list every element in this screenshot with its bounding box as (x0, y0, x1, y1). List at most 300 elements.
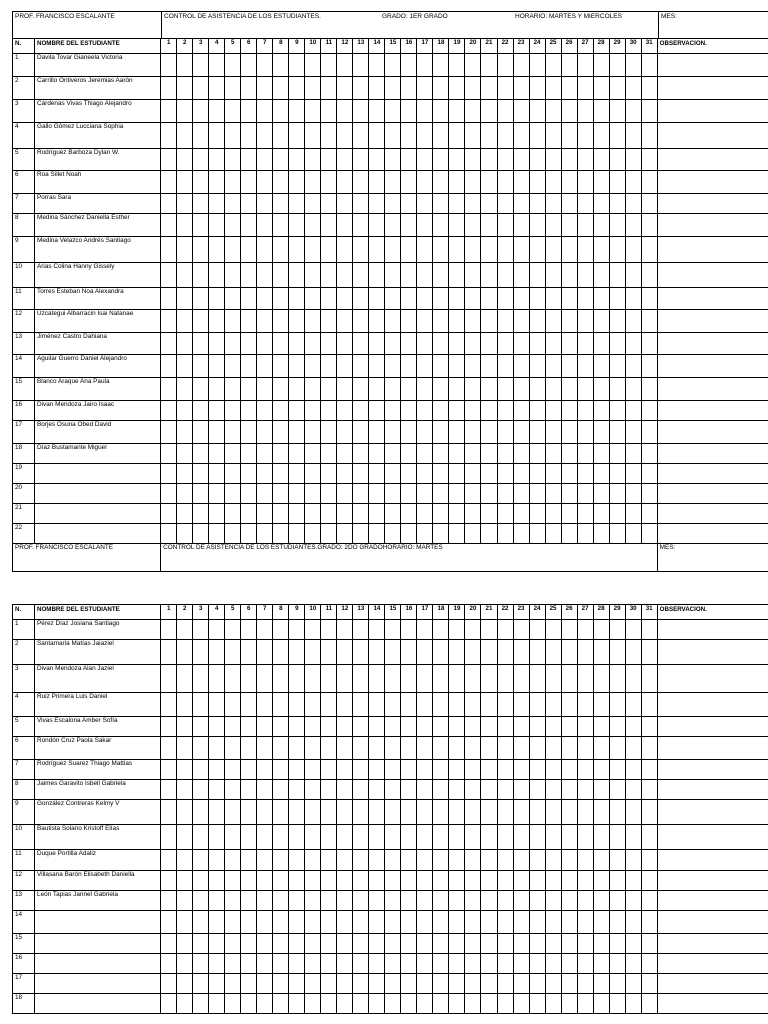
attendance-cell[interactable] (433, 737, 449, 760)
attendance-cell[interactable] (481, 620, 497, 640)
attendance-cell[interactable] (449, 717, 465, 737)
attendance-cell[interactable] (417, 54, 433, 77)
observation-cell[interactable] (657, 800, 768, 825)
attendance-cell[interactable] (401, 800, 417, 825)
attendance-cell[interactable] (625, 333, 641, 355)
attendance-cell[interactable] (561, 288, 577, 310)
attendance-cell[interactable] (577, 640, 593, 665)
attendance-cell[interactable] (353, 994, 369, 1014)
attendance-cell[interactable] (641, 123, 657, 149)
attendance-cell[interactable] (545, 378, 561, 401)
attendance-cell[interactable] (257, 665, 273, 693)
attendance-cell[interactable] (177, 444, 193, 464)
attendance-cell[interactable] (609, 911, 625, 934)
attendance-cell[interactable] (321, 800, 337, 825)
attendance-cell[interactable] (545, 149, 561, 171)
attendance-cell[interactable] (625, 954, 641, 974)
attendance-cell[interactable] (241, 310, 257, 333)
attendance-cell[interactable] (241, 665, 257, 693)
attendance-cell[interactable] (401, 693, 417, 717)
attendance-cell[interactable] (337, 693, 353, 717)
attendance-cell[interactable] (625, 994, 641, 1014)
attendance-cell[interactable] (625, 717, 641, 737)
attendance-cell[interactable] (321, 123, 337, 149)
attendance-cell[interactable] (433, 891, 449, 911)
attendance-cell[interactable] (433, 421, 449, 444)
observation-cell[interactable] (657, 401, 768, 421)
attendance-cell[interactable] (561, 504, 577, 524)
attendance-cell[interactable] (529, 640, 545, 665)
attendance-cell[interactable] (449, 263, 465, 288)
attendance-cell[interactable] (641, 100, 657, 123)
attendance-cell[interactable] (225, 333, 241, 355)
attendance-cell[interactable] (529, 954, 545, 974)
attendance-cell[interactable] (273, 149, 289, 171)
attendance-cell[interactable] (481, 355, 497, 378)
attendance-cell[interactable] (241, 760, 257, 780)
attendance-cell[interactable] (337, 421, 353, 444)
attendance-cell[interactable] (337, 504, 353, 524)
attendance-cell[interactable] (257, 524, 273, 544)
attendance-cell[interactable] (529, 355, 545, 378)
attendance-cell[interactable] (401, 263, 417, 288)
attendance-cell[interactable] (641, 911, 657, 934)
attendance-cell[interactable] (513, 171, 529, 194)
attendance-cell[interactable] (593, 717, 609, 737)
attendance-cell[interactable] (353, 194, 369, 214)
attendance-cell[interactable] (417, 123, 433, 149)
attendance-cell[interactable] (529, 717, 545, 737)
attendance-cell[interactable] (353, 464, 369, 484)
attendance-cell[interactable] (257, 214, 273, 237)
attendance-cell[interactable] (513, 620, 529, 640)
attendance-cell[interactable] (529, 620, 545, 640)
attendance-cell[interactable] (273, 100, 289, 123)
attendance-cell[interactable] (465, 524, 481, 544)
attendance-cell[interactable] (305, 214, 321, 237)
attendance-cell[interactable] (193, 77, 209, 100)
attendance-cell[interactable] (481, 401, 497, 421)
attendance-cell[interactable] (273, 171, 289, 194)
attendance-cell[interactable] (369, 401, 385, 421)
attendance-cell[interactable] (561, 100, 577, 123)
attendance-cell[interactable] (513, 149, 529, 171)
attendance-cell[interactable] (289, 444, 305, 464)
attendance-cell[interactable] (449, 237, 465, 263)
attendance-cell[interactable] (177, 693, 193, 717)
attendance-cell[interactable] (385, 994, 401, 1014)
attendance-cell[interactable] (481, 780, 497, 800)
attendance-cell[interactable] (177, 780, 193, 800)
attendance-cell[interactable] (321, 263, 337, 288)
attendance-cell[interactable] (193, 954, 209, 974)
attendance-cell[interactable] (257, 911, 273, 934)
attendance-cell[interactable] (225, 54, 241, 77)
attendance-cell[interactable] (561, 333, 577, 355)
attendance-cell[interactable] (385, 504, 401, 524)
attendance-cell[interactable] (193, 800, 209, 825)
attendance-cell[interactable] (593, 504, 609, 524)
observation-cell[interactable] (657, 693, 768, 717)
attendance-cell[interactable] (353, 288, 369, 310)
attendance-cell[interactable] (193, 401, 209, 421)
attendance-cell[interactable] (465, 800, 481, 825)
attendance-cell[interactable] (273, 194, 289, 214)
attendance-cell[interactable] (193, 717, 209, 737)
attendance-cell[interactable] (401, 444, 417, 464)
attendance-cell[interactable] (289, 737, 305, 760)
attendance-cell[interactable] (625, 850, 641, 871)
attendance-cell[interactable] (449, 911, 465, 934)
observation-cell[interactable] (657, 994, 768, 1014)
attendance-cell[interactable] (465, 100, 481, 123)
attendance-cell[interactable] (193, 850, 209, 871)
attendance-cell[interactable] (321, 665, 337, 693)
attendance-cell[interactable] (209, 504, 225, 524)
attendance-cell[interactable] (449, 640, 465, 665)
attendance-cell[interactable] (353, 640, 369, 665)
attendance-cell[interactable] (561, 524, 577, 544)
attendance-cell[interactable] (545, 620, 561, 640)
attendance-cell[interactable] (385, 665, 401, 693)
attendance-cell[interactable] (257, 421, 273, 444)
attendance-cell[interactable] (193, 871, 209, 891)
attendance-cell[interactable] (369, 640, 385, 665)
attendance-cell[interactable] (577, 871, 593, 891)
attendance-cell[interactable] (385, 421, 401, 444)
attendance-cell[interactable] (625, 54, 641, 77)
attendance-cell[interactable] (273, 974, 289, 994)
attendance-cell[interactable] (321, 149, 337, 171)
attendance-cell[interactable] (177, 464, 193, 484)
attendance-cell[interactable] (545, 54, 561, 77)
attendance-cell[interactable] (193, 171, 209, 194)
attendance-cell[interactable] (273, 504, 289, 524)
attendance-cell[interactable] (241, 123, 257, 149)
attendance-cell[interactable] (321, 911, 337, 934)
attendance-cell[interactable] (497, 378, 513, 401)
attendance-cell[interactable] (497, 994, 513, 1014)
attendance-cell[interactable] (273, 911, 289, 934)
attendance-cell[interactable] (593, 214, 609, 237)
attendance-cell[interactable] (305, 665, 321, 693)
attendance-cell[interactable] (321, 717, 337, 737)
attendance-cell[interactable] (193, 640, 209, 665)
attendance-cell[interactable] (641, 504, 657, 524)
attendance-cell[interactable] (305, 780, 321, 800)
attendance-cell[interactable] (497, 484, 513, 504)
attendance-cell[interactable] (625, 171, 641, 194)
attendance-cell[interactable] (161, 237, 177, 263)
attendance-cell[interactable] (225, 194, 241, 214)
attendance-cell[interactable] (609, 800, 625, 825)
attendance-cell[interactable] (465, 717, 481, 737)
attendance-cell[interactable] (273, 401, 289, 421)
attendance-cell[interactable] (625, 891, 641, 911)
attendance-cell[interactable] (593, 54, 609, 77)
attendance-cell[interactable] (593, 665, 609, 693)
attendance-cell[interactable] (561, 401, 577, 421)
attendance-cell[interactable] (465, 665, 481, 693)
attendance-cell[interactable] (545, 717, 561, 737)
attendance-cell[interactable] (497, 355, 513, 378)
attendance-cell[interactable] (609, 825, 625, 850)
attendance-cell[interactable] (545, 123, 561, 149)
attendance-cell[interactable] (497, 237, 513, 263)
attendance-cell[interactable] (305, 891, 321, 911)
attendance-cell[interactable] (369, 54, 385, 77)
attendance-cell[interactable] (417, 737, 433, 760)
attendance-cell[interactable] (257, 100, 273, 123)
attendance-cell[interactable] (545, 871, 561, 891)
attendance-cell[interactable] (161, 780, 177, 800)
attendance-cell[interactable] (497, 401, 513, 421)
attendance-cell[interactable] (449, 378, 465, 401)
attendance-cell[interactable] (241, 800, 257, 825)
attendance-cell[interactable] (337, 911, 353, 934)
attendance-cell[interactable] (177, 421, 193, 444)
attendance-cell[interactable] (289, 310, 305, 333)
attendance-cell[interactable] (593, 77, 609, 100)
attendance-cell[interactable] (401, 149, 417, 171)
attendance-cell[interactable] (577, 263, 593, 288)
attendance-cell[interactable] (209, 54, 225, 77)
attendance-cell[interactable] (257, 717, 273, 737)
attendance-cell[interactable] (177, 54, 193, 77)
attendance-cell[interactable] (561, 263, 577, 288)
attendance-cell[interactable] (641, 237, 657, 263)
attendance-cell[interactable] (449, 54, 465, 77)
attendance-cell[interactable] (465, 171, 481, 194)
attendance-cell[interactable] (625, 214, 641, 237)
attendance-cell[interactable] (241, 355, 257, 378)
attendance-cell[interactable] (577, 850, 593, 871)
observation-cell[interactable] (657, 54, 768, 77)
attendance-cell[interactable] (577, 800, 593, 825)
attendance-cell[interactable] (641, 524, 657, 544)
attendance-cell[interactable] (305, 524, 321, 544)
attendance-cell[interactable] (225, 401, 241, 421)
attendance-cell[interactable] (161, 464, 177, 484)
attendance-cell[interactable] (481, 100, 497, 123)
attendance-cell[interactable] (209, 800, 225, 825)
attendance-cell[interactable] (193, 149, 209, 171)
attendance-cell[interactable] (481, 911, 497, 934)
attendance-cell[interactable] (529, 994, 545, 1014)
attendance-cell[interactable] (369, 378, 385, 401)
attendance-cell[interactable] (497, 77, 513, 100)
attendance-cell[interactable] (337, 524, 353, 544)
attendance-cell[interactable] (609, 171, 625, 194)
attendance-cell[interactable] (209, 355, 225, 378)
attendance-cell[interactable] (273, 237, 289, 263)
attendance-cell[interactable] (385, 401, 401, 421)
attendance-cell[interactable] (561, 237, 577, 263)
attendance-cell[interactable] (577, 378, 593, 401)
observation-cell[interactable] (657, 760, 768, 780)
attendance-cell[interactable] (481, 737, 497, 760)
attendance-cell[interactable] (401, 760, 417, 780)
attendance-cell[interactable] (225, 421, 241, 444)
attendance-cell[interactable] (529, 934, 545, 954)
attendance-cell[interactable] (177, 288, 193, 310)
attendance-cell[interactable] (641, 194, 657, 214)
attendance-cell[interactable] (529, 850, 545, 871)
attendance-cell[interactable] (321, 288, 337, 310)
attendance-cell[interactable] (289, 717, 305, 737)
attendance-cell[interactable] (545, 444, 561, 464)
attendance-cell[interactable] (305, 934, 321, 954)
attendance-cell[interactable] (289, 524, 305, 544)
attendance-cell[interactable] (305, 693, 321, 717)
attendance-cell[interactable] (433, 288, 449, 310)
attendance-cell[interactable] (417, 825, 433, 850)
attendance-cell[interactable] (529, 693, 545, 717)
attendance-cell[interactable] (193, 974, 209, 994)
attendance-cell[interactable] (401, 171, 417, 194)
attendance-cell[interactable] (401, 77, 417, 100)
attendance-cell[interactable] (241, 171, 257, 194)
attendance-cell[interactable] (641, 780, 657, 800)
attendance-cell[interactable] (401, 378, 417, 401)
attendance-cell[interactable] (241, 737, 257, 760)
attendance-cell[interactable] (449, 954, 465, 974)
attendance-cell[interactable] (321, 444, 337, 464)
attendance-cell[interactable] (561, 54, 577, 77)
attendance-cell[interactable] (337, 760, 353, 780)
attendance-cell[interactable] (241, 149, 257, 171)
attendance-cell[interactable] (385, 717, 401, 737)
attendance-cell[interactable] (433, 760, 449, 780)
attendance-cell[interactable] (433, 214, 449, 237)
attendance-cell[interactable] (433, 871, 449, 891)
attendance-cell[interactable] (353, 171, 369, 194)
attendance-cell[interactable] (481, 149, 497, 171)
attendance-cell[interactable] (481, 850, 497, 871)
attendance-cell[interactable] (465, 911, 481, 934)
attendance-cell[interactable] (161, 911, 177, 934)
attendance-cell[interactable] (481, 717, 497, 737)
attendance-cell[interactable] (449, 524, 465, 544)
attendance-cell[interactable] (529, 54, 545, 77)
attendance-cell[interactable] (577, 484, 593, 504)
attendance-cell[interactable] (209, 484, 225, 504)
attendance-cell[interactable] (305, 737, 321, 760)
attendance-cell[interactable] (449, 355, 465, 378)
attendance-cell[interactable] (241, 333, 257, 355)
attendance-cell[interactable] (385, 620, 401, 640)
attendance-cell[interactable] (417, 421, 433, 444)
attendance-cell[interactable] (401, 891, 417, 911)
attendance-cell[interactable] (497, 717, 513, 737)
attendance-cell[interactable] (465, 934, 481, 954)
attendance-cell[interactable] (161, 444, 177, 464)
attendance-cell[interactable] (161, 717, 177, 737)
attendance-cell[interactable] (257, 825, 273, 850)
attendance-cell[interactable] (225, 214, 241, 237)
attendance-cell[interactable] (545, 737, 561, 760)
attendance-cell[interactable] (545, 355, 561, 378)
attendance-cell[interactable] (577, 123, 593, 149)
attendance-cell[interactable] (321, 100, 337, 123)
attendance-cell[interactable] (225, 800, 241, 825)
attendance-cell[interactable] (593, 149, 609, 171)
attendance-cell[interactable] (481, 464, 497, 484)
attendance-cell[interactable] (497, 504, 513, 524)
attendance-cell[interactable] (417, 484, 433, 504)
attendance-cell[interactable] (161, 288, 177, 310)
observation-cell[interactable] (657, 484, 768, 504)
attendance-cell[interactable] (609, 237, 625, 263)
attendance-cell[interactable] (481, 288, 497, 310)
attendance-cell[interactable] (545, 100, 561, 123)
attendance-cell[interactable] (225, 288, 241, 310)
attendance-cell[interactable] (449, 620, 465, 640)
attendance-cell[interactable] (561, 800, 577, 825)
attendance-cell[interactable] (193, 780, 209, 800)
attendance-cell[interactable] (273, 355, 289, 378)
attendance-cell[interactable] (609, 693, 625, 717)
attendance-cell[interactable] (401, 620, 417, 640)
attendance-cell[interactable] (257, 237, 273, 263)
attendance-cell[interactable] (417, 891, 433, 911)
attendance-cell[interactable] (241, 288, 257, 310)
attendance-cell[interactable] (561, 693, 577, 717)
attendance-cell[interactable] (577, 760, 593, 780)
attendance-cell[interactable] (449, 100, 465, 123)
attendance-cell[interactable] (321, 310, 337, 333)
attendance-cell[interactable] (481, 237, 497, 263)
attendance-cell[interactable] (385, 891, 401, 911)
attendance-cell[interactable] (609, 194, 625, 214)
attendance-cell[interactable] (609, 263, 625, 288)
attendance-cell[interactable] (433, 524, 449, 544)
attendance-cell[interactable] (433, 620, 449, 640)
attendance-cell[interactable] (625, 401, 641, 421)
attendance-cell[interactable] (545, 214, 561, 237)
attendance-cell[interactable] (513, 825, 529, 850)
attendance-cell[interactable] (369, 355, 385, 378)
attendance-cell[interactable] (177, 524, 193, 544)
attendance-cell[interactable] (401, 355, 417, 378)
attendance-cell[interactable] (225, 640, 241, 665)
attendance-cell[interactable] (257, 780, 273, 800)
attendance-cell[interactable] (289, 149, 305, 171)
attendance-cell[interactable] (209, 934, 225, 954)
attendance-cell[interactable] (513, 421, 529, 444)
attendance-cell[interactable] (273, 123, 289, 149)
attendance-cell[interactable] (609, 123, 625, 149)
attendance-cell[interactable] (561, 934, 577, 954)
attendance-cell[interactable] (545, 401, 561, 421)
attendance-cell[interactable] (273, 850, 289, 871)
attendance-cell[interactable] (577, 444, 593, 464)
attendance-cell[interactable] (433, 100, 449, 123)
attendance-cell[interactable] (465, 378, 481, 401)
attendance-cell[interactable] (465, 891, 481, 911)
attendance-cell[interactable] (241, 100, 257, 123)
attendance-cell[interactable] (593, 484, 609, 504)
attendance-cell[interactable] (193, 760, 209, 780)
attendance-cell[interactable] (385, 214, 401, 237)
attendance-cell[interactable] (241, 780, 257, 800)
attendance-cell[interactable] (481, 378, 497, 401)
attendance-cell[interactable] (289, 504, 305, 524)
attendance-cell[interactable] (193, 310, 209, 333)
attendance-cell[interactable] (161, 825, 177, 850)
attendance-cell[interactable] (193, 825, 209, 850)
attendance-cell[interactable] (401, 214, 417, 237)
